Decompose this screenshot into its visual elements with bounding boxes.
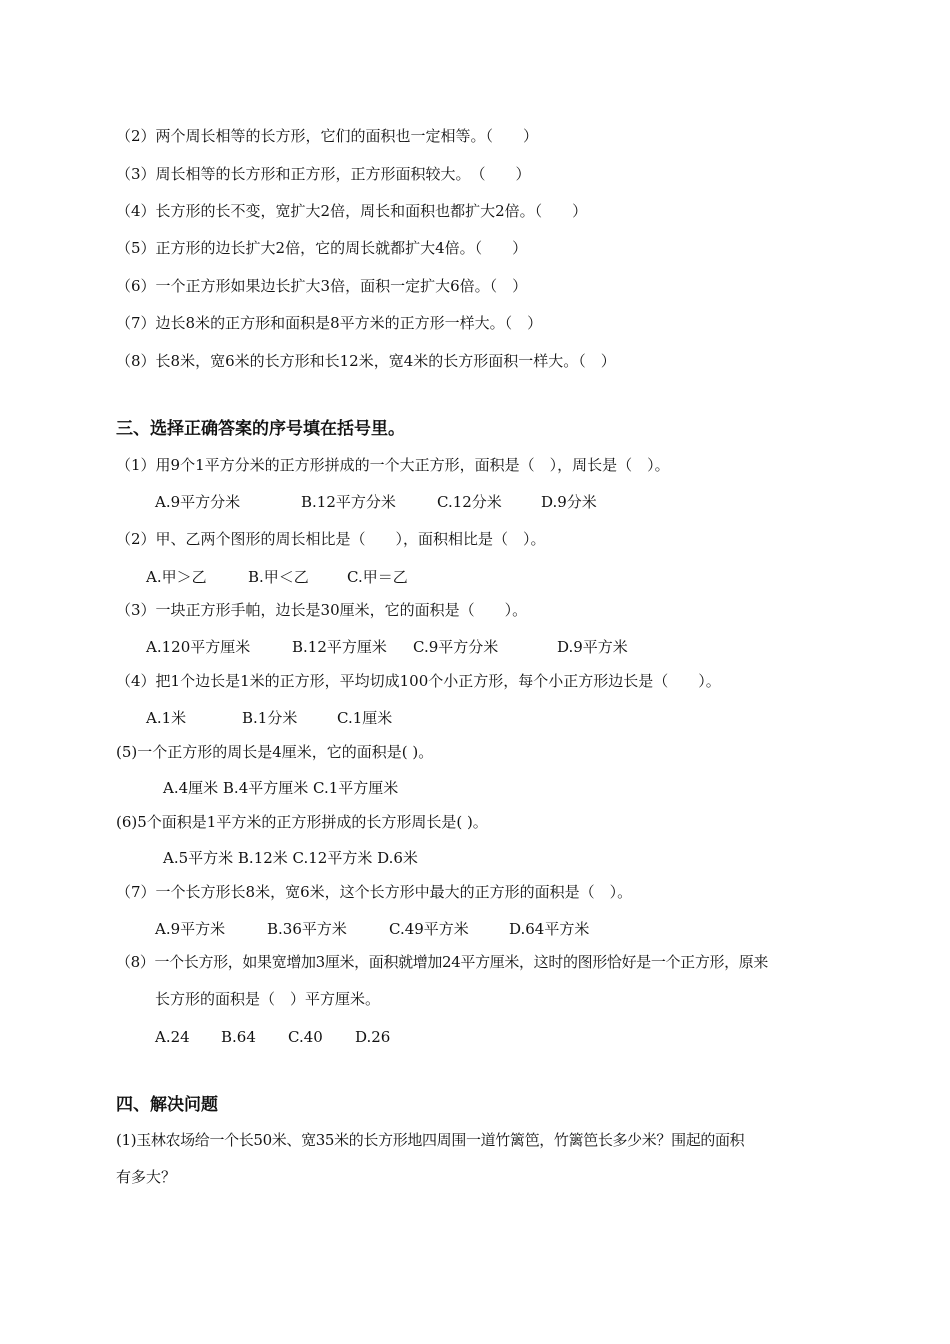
choice-7-option-c: C.49平方米 [389, 920, 469, 938]
choice-6-options: A.5平方米 B.12米 C.12平方米 D.6米 [163, 849, 418, 867]
choice-8-option-d: D.26 [355, 1028, 391, 1046]
choice-5-options: A.4厘米 B.4平方厘米 C.1平方厘米 [163, 779, 399, 797]
choice-3-option-c: C.9平方分米 [413, 638, 499, 656]
choice-1-option-d: D.9分米 [541, 493, 597, 511]
choice-question-4: （4）把1个边长是1米的正方形，平均切成100个小正方形，每个小正方形边长是（ ）。 [116, 672, 721, 690]
section-3-heading: 三、选择正确答案的序号填在括号里。 [116, 419, 405, 439]
choice-7-option-d: D.64平方米 [509, 920, 590, 938]
choice-4-option-c: C.1厘米 [337, 709, 393, 727]
problem-1-line-2: 有多大？ [116, 1168, 177, 1186]
choice-8-option-c: C.40 [288, 1028, 323, 1046]
choice-question-1: （1）用9个1平方分米的正方形拼成的一个大正方形，面积是（ ），周长是（ ）。 [116, 456, 670, 474]
choice-1-option-c: C.12分米 [437, 493, 502, 511]
judgment-item-5: （5）正方形的边长扩大2倍，它的周长就都扩大4倍。（ ） [116, 239, 528, 257]
choice-2-option-c: C.甲＝乙 [347, 568, 408, 586]
choice-1-option-b: B.12平方分米 [301, 493, 396, 511]
choice-7-option-b: B.36平方米 [267, 920, 347, 938]
choice-8-option-b: B.64 [221, 1028, 256, 1046]
choice-4-option-a: A.1米 [146, 709, 187, 727]
section-4-heading: 四、解决问题 [116, 1095, 218, 1115]
choice-3-option-b: B.12平方厘米 [292, 638, 387, 656]
judgment-item-7: （7）边长8米的正方形和面积是8平方米的正方形一样大。（ ） [116, 314, 543, 332]
choice-1-option-a: A.9平方分米 [155, 493, 241, 511]
choice-question-3: （3）一块正方形手帕，边长是30厘米，它的面积是（ ）。 [116, 601, 528, 619]
problem-1-line-1: (1)玉林农场给一个长50米、宽35米的长方形地四周围一道竹篱笆，竹篱笆长多少米？围起的面积 [116, 1131, 745, 1149]
choice-question-8-line-2: 长方形的面积是（ ）平方厘米。 [155, 990, 381, 1008]
judgment-item-4: （4）长方形的长不变，宽扩大2倍，周长和面积也都扩大2倍。（ ） [116, 202, 588, 220]
choice-3-option-a: A.120平方厘米 [146, 638, 251, 656]
choice-question-2: （2）甲、乙两个图形的周长相比是（ ），面积相比是（ ）。 [116, 530, 546, 548]
choice-2-option-a: A.甲＞乙 [146, 568, 207, 586]
judgment-item-6: （6）一个正方形如果边长扩大3倍，面积一定扩大6倍。（ ） [116, 277, 528, 295]
choice-question-5: (5)一个正方形的周长是4厘米，它的面积是( )。 [116, 743, 434, 761]
judgment-item-8: （8）长8米，宽6米的长方形和长12米，宽4米的长方形面积一样大。（ ） [116, 352, 616, 370]
choice-question-7: （7）一个长方形长8米，宽6米，这个长方形中最大的正方形的面积是（ ）。 [116, 883, 633, 901]
choice-7-option-a: A.9平方米 [155, 920, 226, 938]
choice-4-option-b: B.1分米 [242, 709, 298, 727]
choice-3-option-d: D.9平方米 [557, 638, 628, 656]
choice-question-6: (6)5个面积是1平方米的正方形拼成的长方形周长是( )。 [116, 813, 488, 831]
choice-8-option-a: A.24 [155, 1028, 190, 1046]
choice-question-8-line-1: （8）一个长方形，如果宽增加3厘米，面积就增加24平方厘米，这时的图形恰好是一个正方形，原来 [116, 953, 769, 971]
judgment-item-2: （2）两个周长相等的长方形，它们的面积也一定相等。（ ） [116, 127, 539, 145]
judgment-item-3: （3）周长相等的长方形和正方形，正方形面积较大。 （ ） [116, 165, 531, 183]
choice-2-option-b: B.甲＜乙 [248, 568, 309, 586]
